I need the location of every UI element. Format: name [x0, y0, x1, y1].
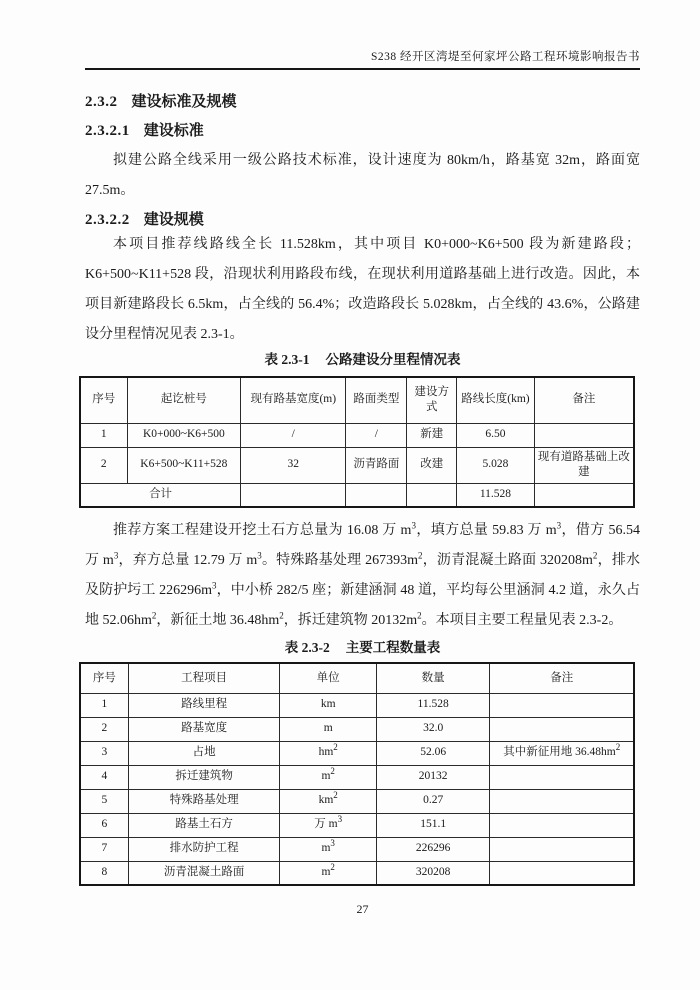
table-cell: 8: [80, 861, 128, 885]
table-cell: 沥青混凝土路面: [128, 861, 280, 885]
table-cell: [490, 837, 634, 861]
table-cell: 11.528: [376, 693, 490, 717]
column-header: 工程项目: [128, 663, 280, 693]
table-cell: 3: [80, 741, 128, 765]
table-cell: 4: [80, 765, 128, 789]
section-heading-2-3-2: [85, 92, 640, 112]
page-number: 27: [356, 902, 369, 917]
table-cell: 新建: [407, 423, 457, 447]
table-cell: 226296: [376, 837, 490, 861]
section-heading-2-3-2-1: [85, 121, 640, 141]
paragraph-main-quantities: 推荐方案工程建设开挖土石方总量为 16.08 万 $m^3$，填方总量 59.83 万 $m^3$，借方 56.54 万 $m^3$，弃方总量 12.79 万 $m^3$。特殊路基处理 $267393m^2$，沥青混凝土路面 $320208m^2$，排水及防护圬工 $226296m^3$，中小桥 282/5 座；新建涵洞 48 道，平均每公里涵洞 4.2 道，永久占地 $52.06hm^2$，新征土地 $36.48hm^2$，拆迁建筑物 $20132m^2$。本项目主要工程量见表 2.3-2。: [85, 520, 641, 629]
table-cell: 1: [80, 423, 127, 447]
table-cell: 6.50: [457, 423, 535, 447]
table-total-row: [80, 483, 634, 507]
table-cell: 5: [80, 789, 128, 813]
table-row: [80, 789, 634, 813]
table-cell: 151.1: [376, 813, 490, 837]
column-header: 备注: [534, 377, 634, 423]
total-label-cell: 合计: [80, 483, 241, 507]
table-cell-empty: [534, 423, 634, 447]
table-row: [80, 693, 634, 717]
table-cell: [490, 765, 634, 789]
column-header: 序号: [80, 377, 127, 423]
table-cell-empty: [346, 483, 407, 507]
table-cell: 拆迁建筑物: [128, 765, 280, 789]
section-number: 2.3.2: [85, 94, 118, 110]
table-cell: 特殊路基处理: [128, 789, 280, 813]
section-heading-2-3-2-2: [85, 210, 640, 230]
table1-caption: [85, 350, 640, 370]
table-cell: 20132: [376, 765, 490, 789]
table-cell: 占地: [128, 741, 280, 765]
column-header: 现有路基宽度(m): [241, 377, 346, 423]
section-number: 2.3.2.1: [85, 123, 130, 139]
table-row: [80, 765, 634, 789]
table2-caption: [85, 638, 640, 658]
table-cell: [490, 717, 634, 741]
quantities-table: [79, 662, 635, 886]
column-header: 备注: [490, 663, 634, 693]
column-header: 路面类型: [346, 377, 407, 423]
table-cell: $m^2$: [280, 765, 376, 789]
table-cell: /: [346, 423, 407, 447]
table-header-row: [80, 663, 634, 693]
table-cell: 6: [80, 813, 128, 837]
section-title: 建设规模: [143, 212, 204, 228]
table-cell: 路线里程: [128, 693, 280, 717]
table-cell: /: [241, 423, 346, 447]
table-cell: 排水防护工程: [128, 837, 280, 861]
table-cell: km: [280, 693, 376, 717]
table2-caption-title: 主要工程数量表: [345, 640, 441, 656]
table-cell: 1: [80, 693, 128, 717]
header-rule: [85, 68, 640, 70]
table-cell: 52.06: [376, 741, 490, 765]
table-cell: 5.028: [457, 447, 535, 483]
table-row: [80, 861, 634, 885]
table-cell: 沥青路面: [346, 447, 407, 483]
table-cell-empty: [534, 483, 634, 507]
table-cell: 路基宽度: [128, 717, 280, 741]
table-cell: 路基土石方: [128, 813, 280, 837]
paragraph-construction-standard: 拟建公路全线采用一级公路技术标准，设计速度为 80km/h，路基宽 32m，路面宽 27.5m。: [85, 153, 640, 198]
table-cell: [490, 789, 634, 813]
table-cell: [490, 693, 634, 717]
running-header-text: S238 经开区湾堤至何家坪公路工程环境影响报告书: [370, 51, 640, 63]
table-row: [80, 837, 634, 861]
section-title: 建设标准: [143, 123, 204, 139]
table-cell: K6+500~K11+528: [127, 447, 241, 483]
table1-caption-title: 公路建设分里程情况表: [325, 352, 461, 367]
table-row: [80, 423, 634, 447]
table2-caption-label: 表 2.3-2: [284, 640, 330, 656]
table-cell: [490, 861, 634, 885]
paragraph-construction-scale: 本项目推荐线路线全长 11.528km，其中项目 K0+000~K6+500 段为新建路段；K6+500~K11+528 段，沿现状利用路段布线，在现状利用道路基础上进行改造。因此，本项目新建路段长 6.5km，占全线的 56.4%；改造路段长 5.028km，占全线的 43.6%，公路建设分里程情况见表 2.3-1。: [85, 237, 640, 342]
table1-caption-label: 表 2.3-1: [264, 352, 310, 367]
column-header: 建设方式: [407, 377, 457, 423]
column-header: 序号: [80, 663, 128, 693]
table-cell: $m^2$: [280, 861, 376, 885]
table-cell: 2: [80, 717, 128, 741]
table-cell: 现有道路基础上改建: [534, 447, 634, 483]
column-header: 路线长度(km): [457, 377, 535, 423]
running-header: [85, 48, 640, 64]
table-cell: 万 $m^3$: [280, 813, 376, 837]
table-row: [80, 813, 634, 837]
table-cell: $hm^2$: [280, 741, 376, 765]
table-row: [80, 741, 634, 765]
table-cell: 320208: [376, 861, 490, 885]
column-header: 起讫桩号: [127, 377, 241, 423]
table-header-row: [80, 377, 634, 423]
table-cell: [490, 813, 634, 837]
section-title: 建设标准及规模: [131, 94, 237, 110]
mileage-table: [79, 376, 635, 508]
table-cell: $km^2$: [280, 789, 376, 813]
section-number: 2.3.2.2: [85, 212, 130, 228]
table-cell: $m^3$: [280, 837, 376, 861]
table-cell: 32.0: [376, 717, 490, 741]
total-value-cell: 11.528: [457, 483, 535, 507]
table-cell-empty: [241, 483, 346, 507]
column-header: 数量: [376, 663, 490, 693]
table-cell-empty: [407, 483, 457, 507]
table-row: [80, 717, 634, 741]
column-header: 单位: [280, 663, 376, 693]
table-cell: 其中新征用地 $36.48hm^2$: [490, 741, 634, 765]
table-cell: 0.27: [376, 789, 490, 813]
table-row: [80, 447, 634, 483]
table-cell: 改建: [407, 447, 457, 483]
table-cell: K0+000~K6+500: [127, 423, 241, 447]
table-cell: m: [280, 717, 376, 741]
table-cell: 32: [241, 447, 346, 483]
table-cell: 7: [80, 837, 128, 861]
table-cell: 2: [80, 447, 127, 483]
